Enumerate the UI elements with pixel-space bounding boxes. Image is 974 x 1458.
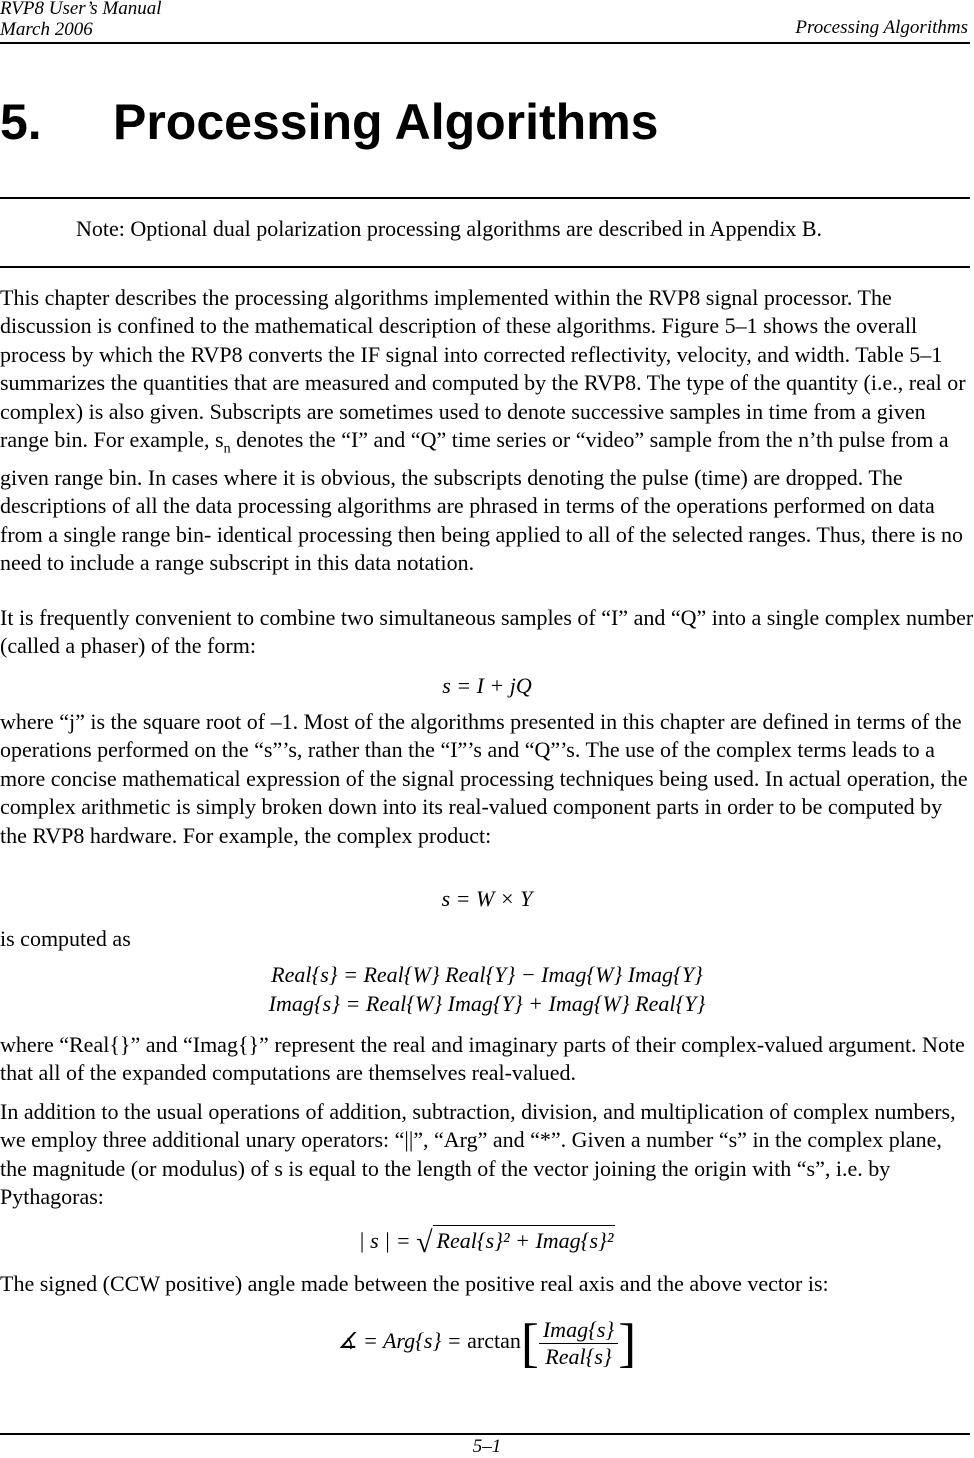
right-bracket-icon: ] <box>618 1313 637 1373</box>
equation-phaser: s = I + jQ <box>442 673 532 698</box>
running-header-left <box>0 0 162 40</box>
manual-title: RVP8 User’s Manual <box>0 0 162 19</box>
equation-argument <box>0 1312 974 1374</box>
paragraph-real-imag: where “Real{}” and “Imag{}” represent the real and imaginary parts of their complex-valued argument. Note that all of the expanded computations are themselves real-valued. <box>0 1032 965 1086</box>
magnitude-radicand: Real{s}² + Imag{s}² <box>433 1225 616 1254</box>
left-bracket-icon: [ <box>520 1313 539 1373</box>
paragraph-intro: This chapter describes the processing algorithms implemented within the RVP8 signal processor. The discussion is confined to the mathematical description of these algorithms. Figure 5–1 shows the overall process by which the RVP8 converts the IF signal into corrected reflectivity, velocity, and width. Table 5–1 summarizes the quantities that are measured and computed by the RVP8. The type of the quantity (i.e., real or complex) is also given. Subscripts are sometimes used to denote successive samples in time from a given range bin. For example, $s_n$ denotes the “I” and “Q” time series or “video” sample from the n’th pulse from a given range bin. In cases where it is obvious, the subscripts denoting the pulse (time) are dropped. The descriptions of all the data processing algorithms are phrased in terms of the operations performed on data from a single range bin- identical processing then being applied to all of the selected ranges. Thus, there is no need to include a range subscript in this data notation. <box>0 285 966 576</box>
page-number: 5–1 <box>472 1436 502 1457</box>
chapter-heading <box>0 92 658 152</box>
argument-lhs: ∡ = Arg{s} = <box>337 1328 462 1354</box>
paragraph-complex-terms: where “j” is the square root of –1. Most of the algorithms presented in this chapter are defined in terms of the operations performed on the “s”’s, rather than the “I”’s and “Q”’s. The use of the complex terms leads to a more concise mathematical expression of the signal processing techniques being used. In actual operation, the complex arithmetic is simply broken down into its real-valued component parts in order to be computed by the RVP8 hardware. For example, the complex product: <box>0 709 968 848</box>
footer-rule <box>0 1433 970 1435</box>
fraction-numerator: Imag{s} <box>539 1317 618 1344</box>
sqrt-icon: √ <box>416 1226 433 1259</box>
paragraph-unary-operators: In addition to the usual operations of addition, subtraction, division, and multiplication of complex numbers, we employ three additional unary operators: “||”, “Arg” and “*”. Given a number “s” in the complex plane, the magnitude (or modulus) of s is equal to the length of the vector joining the origin with “s”, i.e. by Pythagoras: <box>0 1099 956 1210</box>
header-rule <box>0 42 970 44</box>
fraction-denominator: Real{s} <box>545 1343 612 1369</box>
equation-magnitude <box>0 1225 974 1260</box>
argument-fraction <box>539 1317 618 1370</box>
note-rule-bottom <box>0 266 970 268</box>
arctan-function: arctan <box>467 1328 521 1354</box>
equation-real-part: Real{s} = Real{W} Real{Y} − Imag{W} Imag{Y} <box>271 962 703 987</box>
equation-imag-part: Imag{s} = Real{W} Imag{Y} + Imag{W} Real{Y} <box>268 991 706 1016</box>
chapter-number: 5. <box>0 94 42 150</box>
chapter-title: Processing Algorithms <box>113 94 659 150</box>
note-rule-top <box>0 197 970 199</box>
paragraph-computed-as: is computed as <box>0 926 131 951</box>
magnitude-lhs: | s | = <box>358 1228 411 1253</box>
paragraph-phaser: It is frequently convenient to combine two simultaneous samples of “I” and “Q” into a single complex number (called a phaser) of the form: <box>0 605 974 659</box>
equation-product: s = W × Y <box>441 886 533 911</box>
note-box: Note: Optional dual polarization processing algorithms are described in Appendix B. <box>76 216 822 241</box>
manual-date: March 2006 <box>0 19 93 40</box>
running-header-section: Processing Algorithms <box>795 17 968 38</box>
paragraph-angle: The signed (CCW positive) angle made between the positive real axis and the above vector is: <box>0 1271 829 1296</box>
